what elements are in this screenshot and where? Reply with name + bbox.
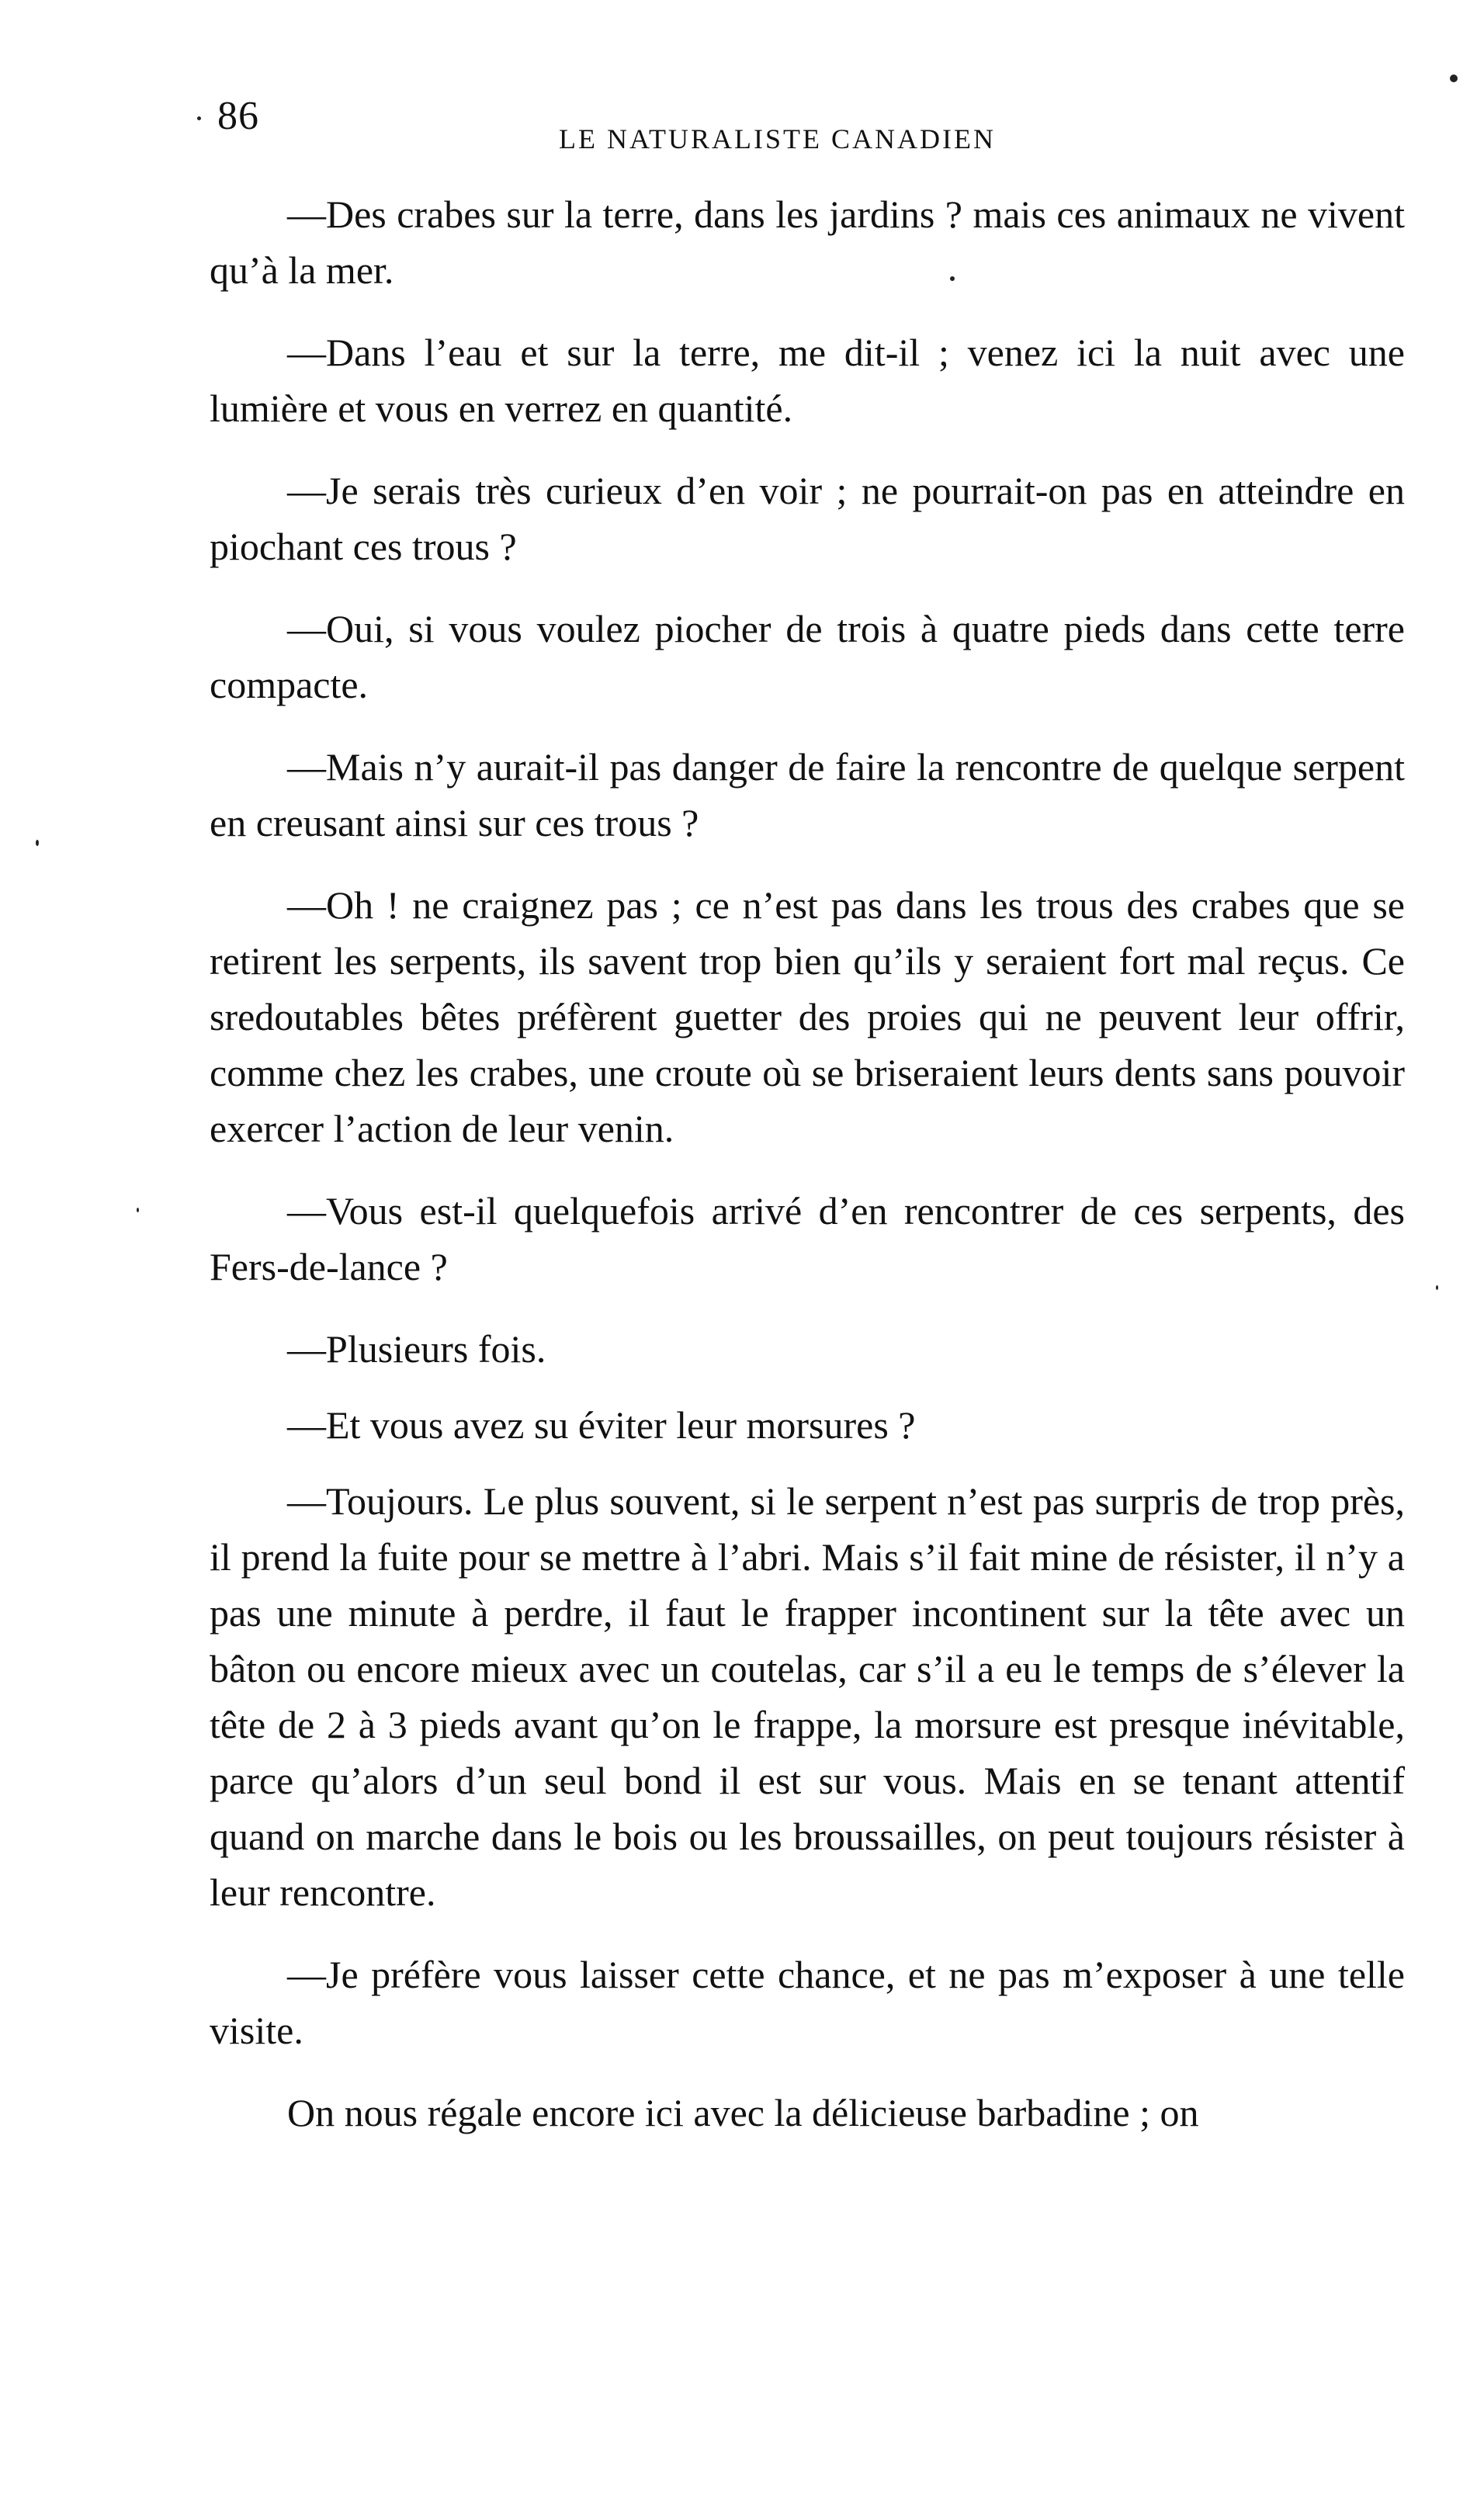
paragraph: —Oh ! ne craignez pas ; ce n’est pas dans les trous des crabes que se retirent les serpents, ils savent trop bien qu’ils y seraient fort mal reçus. Ce sredoutables bêtes préfèrent guetter des proies qui ne peuvent leur offrir, comme chez les crabes, une croute où se briseraient leurs dents sans pouvoir exercer l’action de leur venin. — [210, 883, 1405, 1150]
paragraph: On nous régale encore ici avec la délicieuse barbadine ; on — [287, 2091, 1199, 2134]
paragraph: —Et vous avez su éviter leur morsures ? — [287, 1403, 916, 1447]
scan-speck — [137, 1208, 139, 1212]
page-header — [217, 93, 1405, 163]
scan-speck — [197, 116, 201, 120]
page-number: 86 — [217, 94, 259, 138]
paragraph: —Plusieurs fois. — [287, 1327, 546, 1371]
scan-speck — [950, 276, 955, 281]
running-title: LE NATURALISTE CANADIEN — [559, 123, 996, 154]
paragraph: —Dans l’eau et sur la terre, me dit-il ; venez ici la nuit avec une lumière et vous en verrez en quantité. — [210, 331, 1405, 430]
paragraph: —Oui, si vous voulez piocher de trois à quatre pieds dans cette terre compacte. — [210, 607, 1405, 706]
scan-speck — [36, 840, 39, 846]
paragraph: —Toujours. Le plus souvent, si le serpent n’est pas surpris de trop près, il prend la fuite pour se mettre à l’abri. Mais s’il fait mine de résister, il n’y a pas une minute à perdre, il faut le frapper incontinent sur la tête avec un bâton ou encore mieux avec un coutelas, car s’il a eu le temps de s’élever la tête de 2 à 3 pieds avant qu’on le frappe, la morsure est presque inévitable, parce qu’alors d’un seul bond il est sur vous. Mais en se tenant attentif quand on marche dans le bois ou les broussailles, on peut toujours résister à leur rencontre. — [210, 1479, 1405, 1914]
paragraph: —Vous est-il quelquefois arrivé d’en rencontrer de ces serpents, des Fers-de-lance ? — [210, 1189, 1405, 1288]
paragraph: —Je préfère vous laisser cette chance, et ne pas m’exposer à une telle visite. — [210, 1953, 1405, 2052]
paragraph: —Mais n’y aurait-il pas danger de faire la rencontre de quelque serpent en creusant ainsi sur ces trous ? — [210, 745, 1405, 844]
paragraph: —Des crabes sur la terre, dans les jardins ? mais ces animaux ne vivent qu’à la mer. — [210, 192, 1405, 292]
scan-speck — [1436, 1285, 1438, 1290]
scan-speck — [1450, 75, 1458, 82]
paragraph: —Je serais très curieux d’en voir ; ne pourrait-on pas en atteindre en piochant ces trous ? — [210, 469, 1405, 568]
body-text — [210, 186, 1405, 2167]
